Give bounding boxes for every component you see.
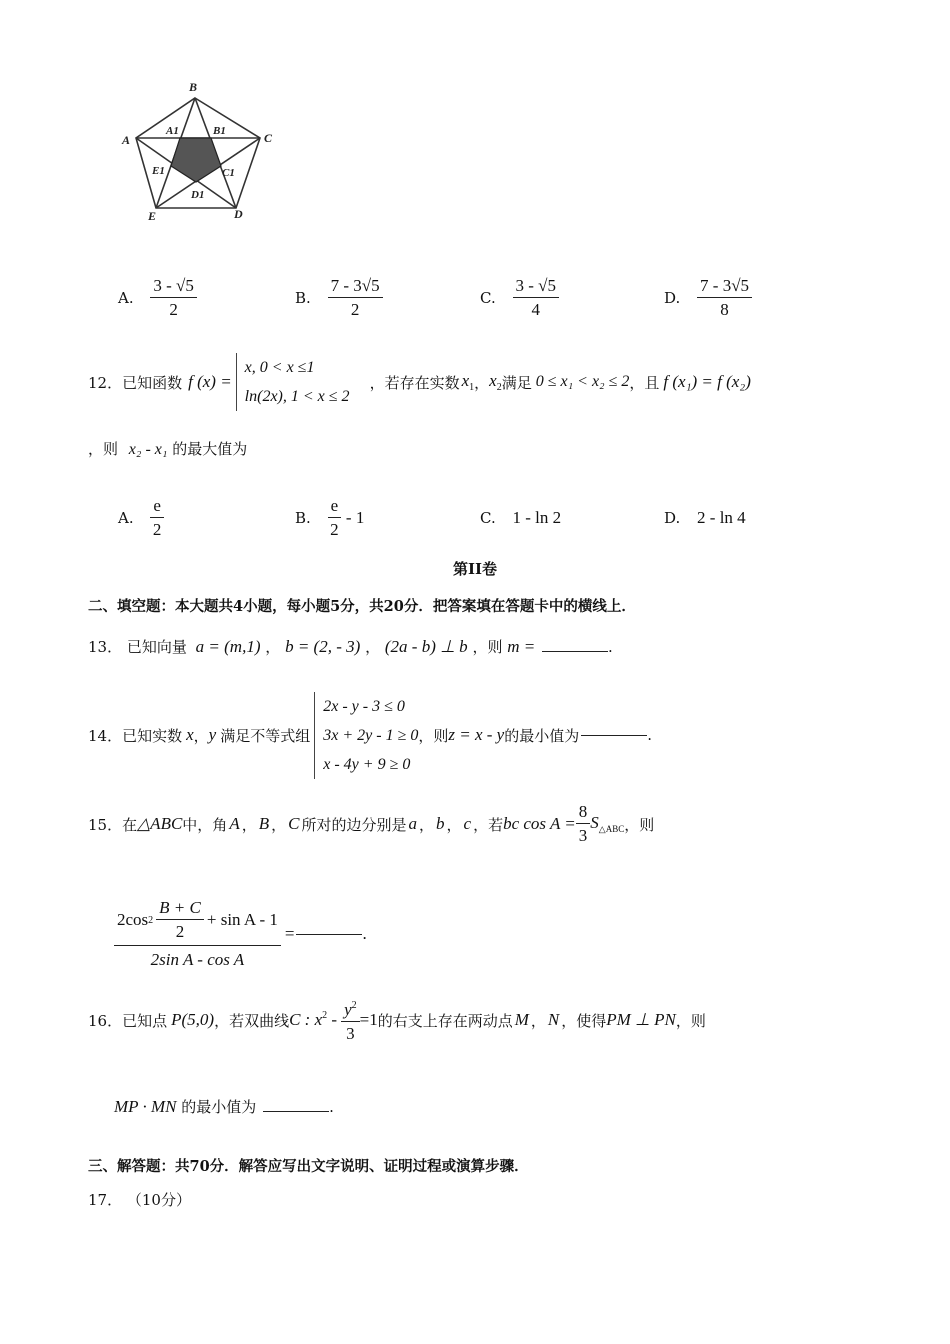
q12-case-1: x, 0 < x ≤1	[244, 359, 315, 376]
q11-option-d[interactable]	[664, 276, 752, 320]
option-letter: A.	[118, 289, 134, 307]
q15-expression: 2cos 2 $\frac{B + C}{2}$ + sin A - 1 2sin A - cos A = .	[114, 898, 367, 970]
q14-z: z = x - y	[448, 725, 505, 744]
q11-option-b[interactable]	[295, 276, 383, 320]
option-fraction: $\frac{e}{2}$	[150, 496, 164, 540]
q14-ineq-2: 3x + 2y - 1 ≥ 0	[323, 726, 419, 744]
q16-stem-cont: MP · MN 的最小值为 .	[114, 1097, 334, 1116]
q14-ask: 的最小值为	[504, 726, 580, 745]
q16-fraction: $\frac{y^2}{3}$	[341, 996, 360, 1044]
q11-option-c[interactable]	[480, 276, 559, 320]
question-number: 12．	[88, 373, 123, 392]
q13-then: ，则	[472, 638, 503, 656]
label-C1: C1	[222, 167, 235, 179]
q13-perp: (2a - b) ⊥ b	[384, 637, 468, 656]
q13-vector-b: b = (2, - 3)	[285, 637, 361, 656]
q14-system	[314, 692, 418, 779]
answer-blank[interactable]	[542, 651, 608, 652]
answer-blank[interactable]	[581, 735, 647, 736]
q15-triangle: △ABC	[137, 814, 183, 833]
option-value: 1 - ln 2	[512, 508, 562, 527]
q14-ineq-1: 2x - y - 3 ≤ 0	[323, 697, 405, 715]
q12-stem-cont	[88, 438, 247, 459]
q16-stem: 16． 已知点 P(5,0) ，若双曲线 C : $x^2$ - $\frac{y^2}{3}$ =1 的右支上存在两动点 M ， N ，使得 PM ⊥ PN ，则	[88, 992, 706, 1048]
q16-dot-product: MP · MN	[114, 1097, 177, 1116]
q14-then: ，则	[418, 726, 449, 745]
question-number: 15．	[88, 815, 123, 834]
section-heading: 二、填空题：本大题共4小题，每小题5分，共20分．把答案填在答题卡中的横线上．	[88, 598, 636, 615]
option-letter: B.	[295, 509, 311, 527]
q14-x: x	[186, 725, 194, 744]
q12-function: f (x) =	[188, 372, 232, 391]
question-number: 13．	[88, 638, 123, 656]
label-D: D	[234, 207, 243, 221]
q12-ask: 的最大值为	[172, 440, 248, 458]
label-E: E	[148, 209, 157, 223]
label-D1: D1	[191, 189, 205, 201]
option-letter: B.	[295, 289, 311, 307]
q16-point: P(5,0)	[171, 1010, 215, 1029]
q12-mid: ，若存在实数	[369, 373, 460, 392]
q16-hyperbola: C : $x^2$ -	[289, 1010, 338, 1029]
q14-satisfy: 满足不等式组	[220, 726, 311, 745]
part-title: 第II卷	[452, 560, 498, 578]
option-fraction: $\frac{e}{2}$	[328, 496, 342, 540]
q13-vector-a: a = (m,1)	[195, 637, 261, 656]
q14-y: y	[208, 725, 217, 744]
section-heading: 三、解答题：共70分．解答应写出文字说明、证明过程或演算步骤．	[88, 1158, 529, 1175]
q12-stem: 12． 已知函数 f (x) = x, 0 < x ≤1 ln(2x), 1 < x ≤ 2 ，若存在实数 $x_1$ ， $x_2$ 满足 0 ≤ x₁ < x₂ ≤ 2 ，且 f (x₁) = f (x₂)	[88, 352, 751, 412]
q12-x1: $x_1$	[461, 371, 475, 393]
question-number: 17．	[88, 1191, 123, 1209]
q12-x2: $x_2$	[489, 371, 502, 393]
q16-perp: PM ⊥ PN	[606, 1010, 676, 1029]
option-fraction: $\frac{3 - √5}{2}$	[150, 276, 197, 320]
option-letter: C.	[480, 289, 496, 307]
answer-blank[interactable]	[263, 1111, 329, 1112]
option-fraction: $\frac{7 - 3√5}{8}$	[697, 276, 752, 320]
pentagram-figure	[118, 78, 288, 228]
question-number: 16．	[88, 1011, 123, 1030]
label-B1: B1	[213, 125, 226, 137]
q15-main-fraction: 2cos 2 $\frac{B + C}{2}$ + sin A - 1 2sin A - cos A	[114, 898, 281, 970]
q15-stem: 15． 在 △ABC 中，角 A ， B ， C 所对的边分别是 a ， b ， c ，若 bc cos A = $\frac{8}{3}$ $S_{\triangle ABC}$ ，则	[88, 802, 655, 845]
q12-option-b[interactable]: B. $\frac{e}{2}$ - 1	[295, 496, 365, 539]
option-letter: C.	[480, 509, 496, 527]
label-E1: E1	[152, 165, 165, 177]
answer-blank[interactable]	[296, 934, 362, 935]
q12-option-c[interactable]	[480, 508, 561, 528]
q13-lead: 已知向量	[126, 638, 187, 656]
q12-condition: 0 ≤ x₁ < x₂ ≤ 2	[535, 373, 630, 390]
q14: 14． 已知实数 x ， y 满足不等式组 2x - y - 3 ≤ 0 3x + 2y - 1 ≥ 0 x - 4y + 9 ≥ 0 ，则 z = x - y 的最小值为 .	[88, 690, 652, 780]
option-fraction: $\frac{7 - 3√5}{2}$	[328, 276, 383, 320]
q12-then: ，则	[88, 440, 119, 458]
q17-score: （10分）	[126, 1191, 191, 1209]
q15-cond-fraction: $\frac{8}{3}$	[576, 802, 591, 846]
q15-condition: bc cos A =	[503, 814, 576, 833]
q12-and: ，且	[629, 373, 660, 392]
q14-lead: 已知实数	[122, 726, 183, 745]
question-number: 14．	[88, 726, 123, 745]
q12-option-a[interactable]	[118, 496, 164, 540]
label-C: C	[264, 131, 273, 145]
q12-piecewise	[236, 353, 350, 411]
q17	[88, 1189, 191, 1210]
option-letter: D.	[664, 509, 681, 527]
q12-difference: x₂ - x₁	[128, 441, 168, 458]
q12-equation: f (x₁) = f (x₂)	[663, 372, 751, 391]
q13-m: m =	[507, 637, 536, 656]
q11-option-a[interactable]	[118, 276, 197, 320]
option-letter: D.	[664, 289, 681, 307]
q12-lead: 已知函数	[122, 373, 183, 392]
q14-ineq-3: x - 4y + 9 ≥ 0	[323, 755, 411, 773]
label-A1: A1	[166, 125, 179, 137]
label-B: B	[189, 80, 198, 94]
label-A: A	[122, 133, 131, 147]
q12-satisfy: 满足	[501, 373, 532, 392]
q12-option-d[interactable]	[664, 508, 746, 528]
option-letter: A.	[118, 509, 134, 527]
option-value: 2 - ln 4	[697, 508, 746, 527]
q12-case-2: ln(2x), 1 < x ≤ 2	[244, 388, 350, 405]
option-fraction: $\frac{3 - √5}{4}$	[513, 276, 560, 320]
q13: 13． 已知向量 a = (m,1) ， b = (2, - 3) ， (2a - b) ⊥ b ，则 m = .	[88, 637, 613, 656]
